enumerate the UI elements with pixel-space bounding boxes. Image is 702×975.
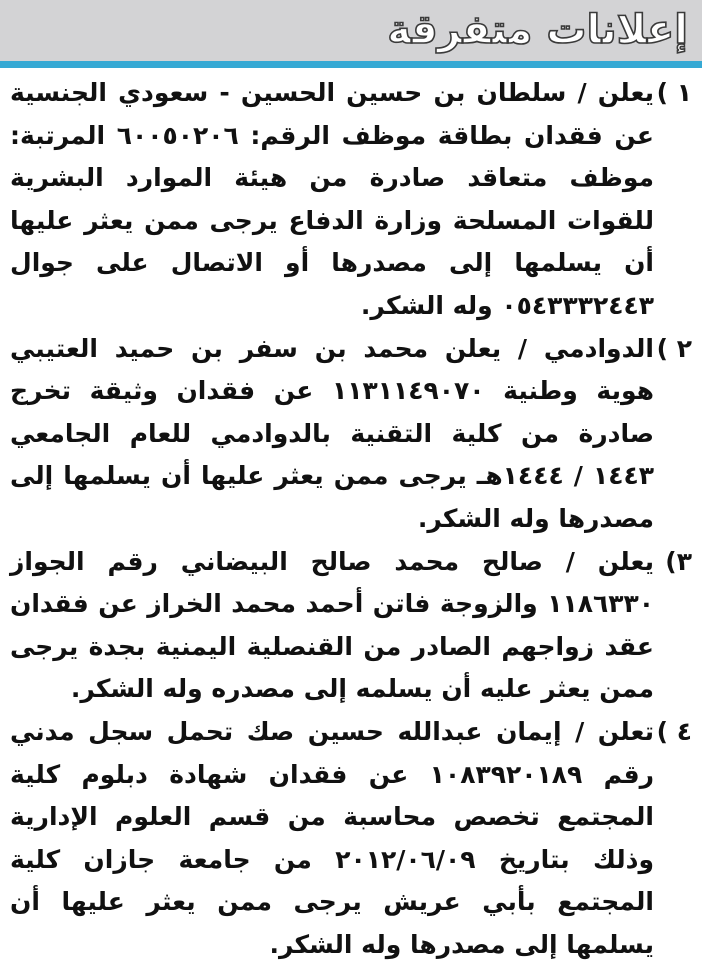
announcement-text: الدوادمي / يعلن محمد بن سفر بن حميد العتيبي هوية وطنية ١١٣١١٤٩٠٧٠ عن فقدان وثيقة تخرج صادرة من كلية التقنية بالدوادمي للعام الجامعي ١٤٤٣ / ١٤٤٤هـ يرجى ممن يعثر عليها أن يسلمها إلى مصدرها وله الشكر. [10,333,654,533]
section-header [0,0,702,61]
announcement-item [10,541,692,711]
announcement-text: تعلن / إيمان عبدالله حسين صك تحمل سجل مدني رقم ١٠٨٣٩٢٠١٨٩ عن فقدان شهادة دبلوم كلية المجتمع تخصص محاسبة من قسم العلوم الإدارية وذلك بتاريخ ٢٠١٢/٠٦/٠٩ من جامعة جازان كلية المجتمع بأبي عريش يرجى ممن يعثر عليها أن يسلمها إلى مصدرها وله الشكر. [10,716,655,959]
header-accent-bar [0,61,702,68]
announcement-number: ١ ) [656,78,692,107]
announcements-list [0,72,702,966]
announcement-item [10,72,692,328]
announcement-number: ٤ ) [656,716,692,746]
announcement-text: يعلن / صالح محمد صالح البيضاني رقم الجواز ١١٨٦٣٣٠ والزوجة فاتن أحمد محمد الخراز عن فقدان عقد زواجهم الصادر من القنصلية اليمنية بجدة يرجى ممن يعثر عليه أن يسلمه إلى مصدره وله الشكر. [10,546,654,704]
section-title: إعلانات متفرقة [387,7,688,53]
announcement-item [10,328,692,541]
announcement-number: ٢ ) [656,333,692,363]
announcement-number: ٣) [665,546,692,576]
announcement-text: يعلن / سلطان بن حسين الحسين - سعودي الجنسية عن فقدان بطاقة موظف الرقم: ٦٠٠٥٠٢٠٦ المرتبة: موظف متعاقد صادرة من هيئة الموارد البشرية للقوات المسلحة وزارة الدفاع يرجى ممن يعثر عليها أن يسلمها إلى مصدرها أو الاتصال على جوال ٠٥٤٣٣٣٢٤٤٣ وله الشكر. [10,78,654,320]
announcement-item [10,711,692,967]
